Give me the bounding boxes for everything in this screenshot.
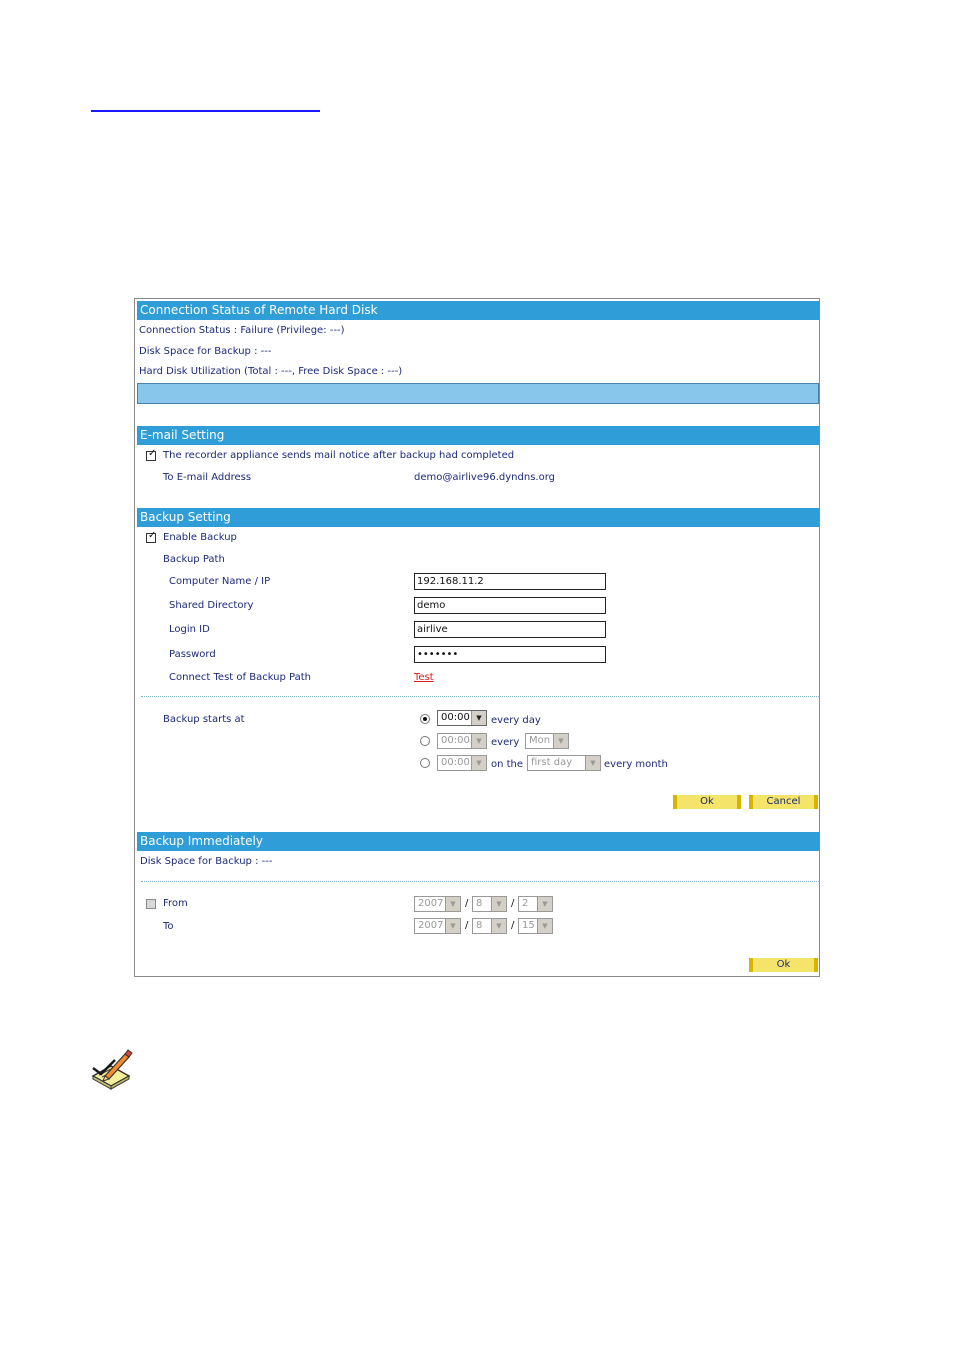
weekly-time-select[interactable]	[437, 733, 487, 749]
backup-settings-panel	[134, 298, 820, 977]
mail-notice-label: The recorder appliance sends mail notice after backup had completed	[163, 450, 515, 461]
to-month-select[interactable]	[472, 918, 507, 934]
from-month-select[interactable]	[472, 896, 507, 912]
to-day-select[interactable]	[518, 918, 553, 934]
remote-disk-header: Connection Status of Remote Hard Disk	[137, 301, 819, 320]
weekly-day-select[interactable]	[525, 733, 569, 749]
login-id-label: Login ID	[169, 624, 210, 635]
password-input[interactable]: •••••••	[414, 646, 606, 663]
password-label: Password	[169, 649, 216, 660]
backup-immediately-header: Backup Immediately	[137, 832, 819, 851]
mail-notice-checkbox[interactable]	[146, 448, 157, 461]
backup-path-label: Backup Path	[163, 554, 225, 565]
schedule-daily-radio[interactable]	[420, 714, 430, 724]
to-day-value: 15	[522, 920, 535, 931]
shared-directory-label: Shared Directory	[169, 600, 254, 611]
backup-now-ok-button[interactable]: Ok	[749, 958, 818, 972]
connect-test-label: Connect Test of Backup Path	[169, 672, 312, 683]
chevron-down-icon: ▼	[553, 734, 568, 748]
login-id-input[interactable]: airlive	[414, 621, 606, 638]
chevron-down-icon: ▼	[491, 919, 506, 933]
date-separator: /	[511, 898, 515, 909]
monthly-day-value: first day	[531, 757, 573, 768]
disk-utilization-text: Hard Disk Utilization (Total : ---, Free Disk Space : ---)	[139, 366, 403, 377]
email-address-value: demo@airlive96.dyndns.org	[414, 472, 555, 483]
chevron-down-icon: ▼	[471, 756, 486, 770]
shared-directory-input[interactable]: demo	[414, 597, 606, 614]
backup-starts-label: Backup starts at	[163, 714, 245, 725]
radio-dot	[423, 717, 427, 721]
every-label: every	[491, 737, 520, 748]
chevron-down-icon: ▼	[585, 756, 600, 770]
immediate-disk-space-text: Disk Space for Backup : ---	[140, 856, 273, 867]
date-separator: /	[465, 920, 469, 931]
chevron-down-icon: ▼	[471, 734, 486, 748]
monthly-time-value: 00:00	[441, 757, 470, 768]
every-day-label: every day	[491, 715, 541, 726]
to-year-value: 2007	[418, 920, 444, 931]
enable-backup-label: Enable Backup	[163, 532, 237, 543]
on-the-label: on the	[491, 759, 524, 770]
cancel-button[interactable]: Cancel	[749, 795, 818, 809]
from-day-select[interactable]	[518, 896, 553, 912]
email-header: E-mail Setting	[137, 426, 819, 445]
enable-backup-checkbox[interactable]	[146, 530, 157, 543]
from-year-select[interactable]	[414, 896, 461, 912]
test-link[interactable]: Test	[414, 672, 434, 683]
computer-name-label: Computer Name / IP	[169, 576, 271, 587]
weekly-time-value: 00:00	[441, 735, 470, 746]
weekly-day-value: Mon	[529, 735, 551, 746]
from-month-value: 8	[476, 898, 483, 909]
divider	[141, 696, 819, 697]
chevron-down-icon: ▼	[491, 897, 506, 911]
to-label: To	[163, 921, 174, 932]
schedule-weekly-radio[interactable]	[420, 736, 430, 746]
checkmark-icon: ✓	[148, 448, 157, 459]
schedule-monthly-radio[interactable]	[420, 758, 430, 768]
checkmark-icon: ✓	[148, 530, 157, 541]
connection-status-text: Connection Status : Failure (Privilege: ---)	[139, 325, 345, 336]
from-day-value: 2	[522, 898, 529, 909]
to-month-value: 8	[476, 920, 483, 931]
to-year-select[interactable]	[414, 918, 461, 934]
divider	[141, 881, 819, 882]
monthly-time-select[interactable]	[437, 755, 487, 771]
chevron-down-icon: ▼	[537, 897, 552, 911]
computer-name-input[interactable]: 192.168.11.2	[414, 573, 606, 590]
backup-header: Backup Setting	[137, 508, 819, 527]
daily-time-value: 00:00	[441, 712, 470, 723]
note-pencil-icon	[89, 1046, 133, 1090]
ok-button[interactable]: Ok	[673, 795, 741, 809]
every-month-label: every month	[604, 759, 668, 770]
chevron-down-icon: ▼	[445, 897, 460, 911]
daily-time-select[interactable]	[437, 710, 487, 726]
status-bar	[137, 383, 819, 404]
from-checkbox[interactable]	[146, 899, 156, 909]
chevron-down-icon: ▼	[537, 919, 552, 933]
chevron-down-icon: ▼	[445, 919, 460, 933]
from-year-value: 2007	[418, 898, 444, 909]
email-address-label: To E-mail Address	[163, 472, 252, 483]
date-separator: /	[465, 898, 469, 909]
date-separator: /	[511, 920, 515, 931]
from-label: From	[163, 898, 188, 909]
disk-space-text: Disk Space for Backup : ---	[139, 346, 272, 357]
chevron-down-icon: ▼	[471, 711, 486, 725]
monthly-day-select[interactable]	[527, 755, 601, 771]
top-link-underline[interactable]	[91, 110, 320, 112]
